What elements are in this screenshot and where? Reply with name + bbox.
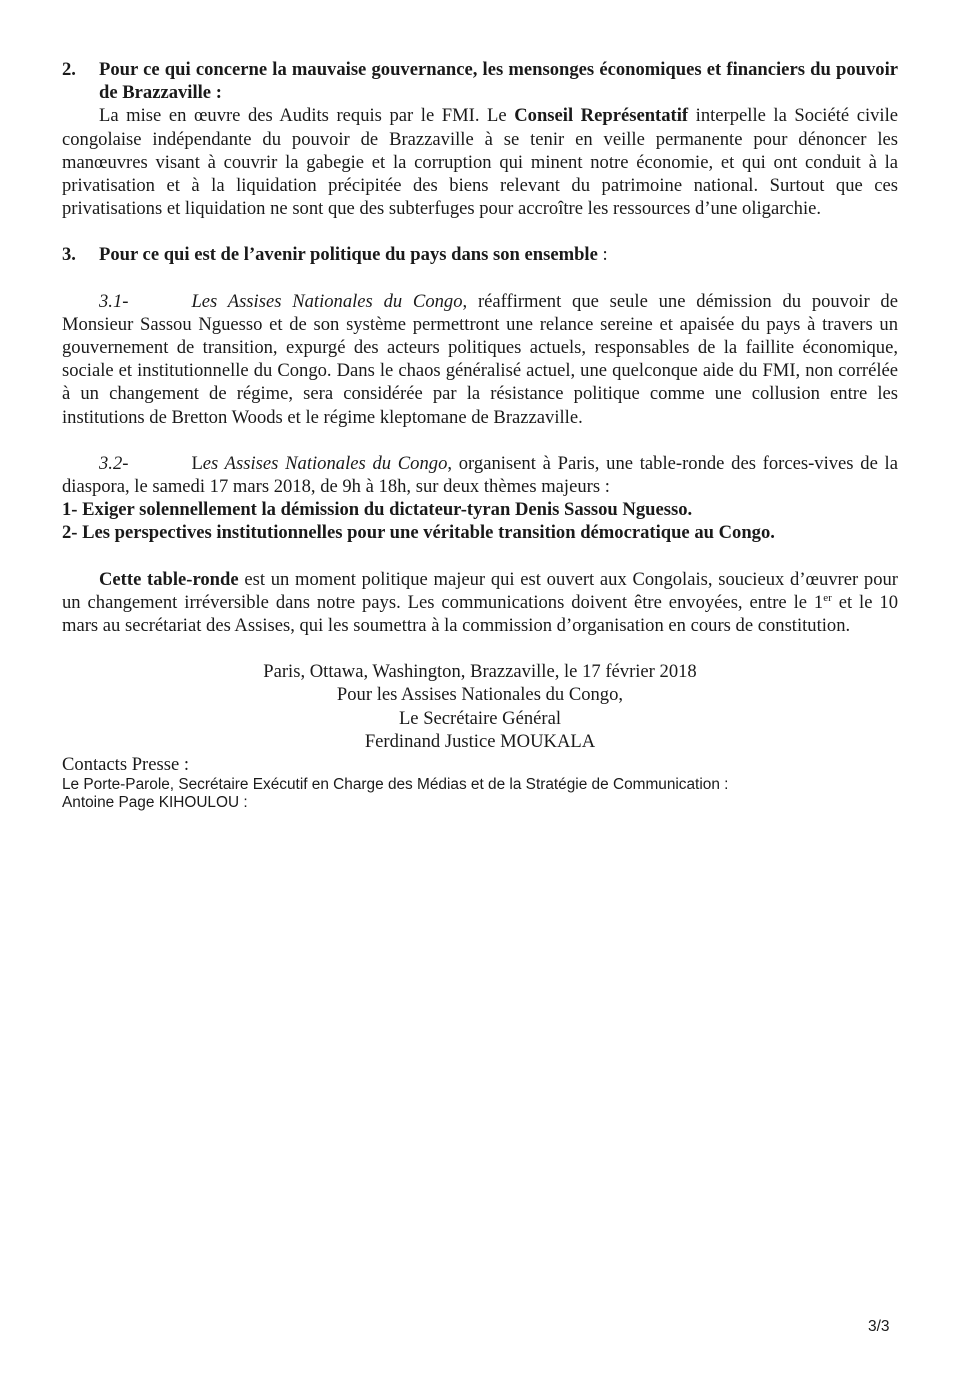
paragraph-3-1-number: 3.1- [99, 290, 129, 312]
paragraph-3-2 [62, 452, 898, 498]
paragraph-3-2-lead: L [191, 452, 203, 474]
signature-name: Ferdinand Justice MOUKALA [364, 730, 596, 752]
closing-text-a: est un moment politique majeur qui est ouvert aux Congolais, soucieux d’œuvrer pour un changement irréversible dans notre pays. Les communications doivent être envoyées, entre le 1 [62, 568, 898, 613]
closing-bold: Cette table-ronde [99, 568, 239, 590]
paragraph-3-1 [62, 290, 898, 429]
paragraph-3-1-text: , réaffirment que seule une démission du pouvoir de Monsieur Sassou Nguesso et de son système permettront une relance sereine et apaisée du pays à travers un gouvernement de transition, expurgé des acteurs politiques actuels, responsables de la faillite économique, sociale et institutionnelle du Congo. Dans le chaos généralisé actuel, une quelconque aide du FMI, non corrélée à un changement de régime, sera considérée par la résistance politique comme une collusion entre les institutions de Bretton Woods et le régime kleptomane de Brazzaville. [62, 290, 898, 428]
signature-place-date: Paris, Ottawa, Washington, Brazzaville, le 17 février 2018 [263, 661, 697, 683]
section-2-paragraph [62, 104, 898, 220]
paragraph-3-1-italic: Les Assises Nationales du Congo [191, 290, 463, 312]
contacts-line-2: Antoine Page KIHOULOU : [62, 794, 248, 812]
paragraph-3-2-italic: es Assises Nationales du Congo [202, 452, 448, 474]
section-3-title-suffix: : [597, 244, 608, 266]
section-2-text-b: interpelle la Société civile congolaise indépendante du pouvoir de Brazzaville à se tenir en veille permanente pour dénoncer les manœuvres visant à couvrir la gabegie et la corruption qui minent notre économie, et qui ont conduit à la privatisation et à la liquidation précipitée des biens relevant du patrimoine national. Surtout que ces privatisations et liquidation ne sont que des subterfuges pour accroître les ressources d’une oligarchie. [62, 105, 899, 220]
page-number: 3/3 [868, 1318, 890, 1335]
paragraph-3-2-number: 3.2- [99, 452, 129, 474]
signature-organisation: Pour les Assises Nationales du Congo, [336, 684, 624, 706]
theme-1: 1- Exiger solennellement la démission du dictateur-tyran Denis Sassou Nguesso. [62, 499, 693, 521]
contacts-line-1: Le Porte-Parole, Secrétaire Exécutif en Charge des Médias et de la Stratégie de Communication : [62, 776, 729, 794]
section-2-bold: Conseil Représentatif [514, 105, 689, 127]
closing-superscript: er [823, 591, 832, 604]
theme-2: 2- Les perspectives institutionnelles pour une véritable transition démocratique au Congo. [62, 522, 775, 544]
section-2-text-a: La mise en œuvre des Audits requis par le FMI. Le [99, 105, 515, 127]
section-2-title: Pour ce qui concerne la mauvaise gouvernance, les mensonges économiques et financiers du pouvoir de Brazzaville : [99, 59, 898, 104]
document-page [62, 58, 898, 812]
section-2-heading [62, 58, 898, 104]
section-3-title: Pour ce qui est de l’avenir politique du pays dans son ensemble [99, 244, 598, 266]
signature-block [62, 660, 898, 753]
paragraph-3-2-text: , organisent à Paris, une table-ronde des forces-vives de la diaspora, le samedi 17 mars 2018, de 9h à 18h, sur deux thèmes majeurs : [62, 452, 898, 498]
signature-title: Le Secrétaire Général [398, 707, 562, 729]
closing-text-b: et le 10 mars au secrétariat des Assises, qui les soumettra à la commission d’organisation en cours de constitution. [62, 591, 898, 637]
closing-paragraph [62, 568, 898, 638]
contacts-label: Contacts Presse : [62, 754, 190, 776]
section-3-heading [62, 243, 898, 266]
section-3-number: 3. [62, 244, 76, 266]
section-2-number: 2. [62, 59, 76, 80]
